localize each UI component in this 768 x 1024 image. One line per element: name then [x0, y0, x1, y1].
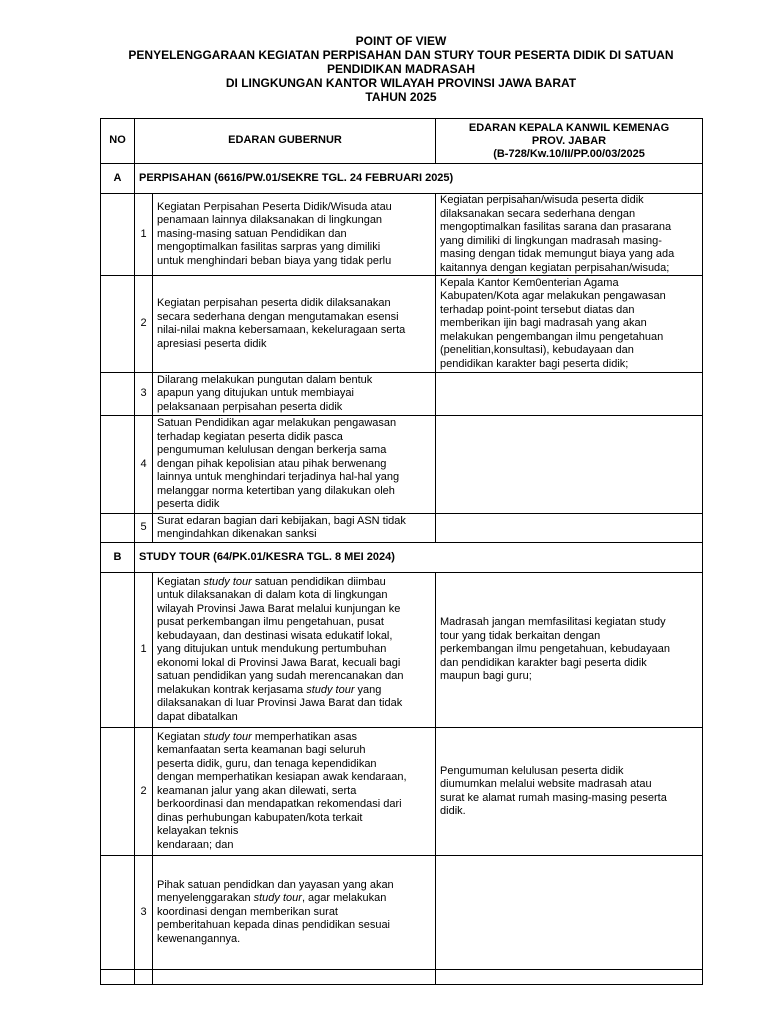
kanwil-cell — [436, 856, 703, 970]
table-row — [101, 276, 703, 373]
title-line-5: TAHUN 2025 — [365, 90, 437, 104]
row-gap-cell — [101, 856, 135, 970]
gubernur-cell-line: pusat perkembangan ilmu pengetahuan, pusat — [157, 616, 384, 629]
row-gap-cell — [101, 416, 135, 514]
gubernur-cell-line: kewenangannya. — [157, 932, 241, 945]
kanwil-cell — [436, 573, 703, 728]
gubernur-cell-line: dengan pihak kepolisian atau pihak berwenang — [157, 457, 387, 470]
gubernur-cell — [153, 373, 436, 416]
gubernur-cell-line: koordinasi dengan memberikan surat — [157, 905, 338, 918]
table-row — [101, 514, 703, 543]
gubernur-cell-line: Kegiatan perpisahan peserta didik dilaksanakan — [157, 297, 391, 309]
gubernur-cell-line: masing-masing satuan Pendidikan dan — [157, 227, 347, 240]
spacer-cell — [101, 970, 135, 985]
kanwil-cell-line: tour yang tidak berkaitan dengan — [440, 629, 601, 642]
row-gap-cell — [101, 373, 135, 416]
gubernur-cell — [153, 573, 436, 728]
header-edaran-kanwil — [436, 119, 703, 164]
row-number: 1 — [135, 194, 153, 276]
header-edaran-gubernur: EDARAN GUBERNUR — [135, 119, 436, 164]
gubernur-cell-line: secara sederhana dengan mengutamakan esensi — [157, 310, 399, 323]
title-line-1: POINT OF VIEW — [355, 34, 447, 48]
kanwil-cell-line: masing dengan tidak memungut biaya yang ada — [440, 248, 675, 260]
row-gap-cell — [101, 276, 135, 373]
table-row — [101, 728, 703, 856]
row-gap-cell — [101, 194, 135, 276]
gubernur-cell-line: dapat dibatalkan — [157, 710, 238, 723]
kanwil-cell-line: memberikan ijin bagi madrasah yang akan — [440, 317, 647, 330]
gubernur-cell-line: peserta didik — [157, 498, 220, 511]
gubernur-cell-line: melanggar norma ketertiban yang dilakukan oleh — [157, 484, 395, 497]
row-number: 3 — [135, 373, 153, 416]
section-a-title: PERPISAHAN (6616/PW.01/SEKRE TGL. 24 FEBRUARI 2025) — [135, 164, 703, 194]
table-bottom-spacer — [101, 970, 703, 985]
title-line-3: PENDIDIKAN MADRASAH — [326, 62, 475, 76]
table-header-row — [101, 119, 703, 164]
gubernur-cell-line: kemanfaatan serta keamanan bagi seluruh — [157, 744, 366, 757]
gubernur-cell-line: nilai-nilai makna kebersamaan, kekeluragaan serta — [157, 324, 406, 336]
kanwil-cell-line: melakukan pengembangan ilmu pengetahuan — [440, 330, 664, 343]
gubernur-cell-line: pelaksanaan perpisahan peserta didik — [157, 400, 343, 413]
section-a-header-row — [101, 164, 703, 194]
gubernur-cell-line: menyelenggarakan study tour, agar melakukan — [157, 892, 387, 905]
gubernur-cell — [153, 728, 436, 856]
kanwil-cell-line: didik. — [440, 805, 466, 817]
table-row — [101, 194, 703, 276]
kanwil-cell-line: terhadap point-point tersebut diatas dan — [440, 303, 635, 316]
gubernur-cell-line: kebudayaan, dan destinasi wisata edukatif lokal, — [157, 629, 393, 642]
gubernur-cell-line: ekonomi lokal di Provinsi Jawa Barat, kecuali bagi — [157, 656, 401, 669]
gubernur-cell-line: untuk menghindari beban biaya yang tidak perlu — [157, 254, 392, 267]
kanwil-cell — [436, 276, 703, 373]
kanwil-cell-line: kaitannya dengan kegiatan perpisahan/wisuda; — [440, 261, 670, 274]
gubernur-cell-line: lainnya untuk menghindari terjadinya hal-hal yang — [157, 471, 400, 484]
gubernur-cell-line: apresiasi peserta didik — [157, 337, 267, 350]
kanwil-cell-line: Pengumuman kelulusan peserta didik — [440, 764, 624, 777]
document-title — [100, 34, 702, 104]
kanwil-cell-line: dilaksanakan secara sederhana dengan — [440, 207, 636, 220]
gubernur-cell-line: Dilarang melakukan pungutan dalam bentuk — [157, 373, 373, 386]
kanwil-cell-line: pendidikan karakter bagi peserta didik; — [440, 357, 629, 370]
spacer-cell — [153, 970, 436, 985]
gubernur-cell-line: Kegiatan Perpisahan Peserta Didik/Wisuda atau — [157, 200, 392, 213]
gubernur-cell-line: mengindahkan dikenakan sanksi — [157, 528, 317, 540]
gubernur-cell-line: keamanan jalur yang akan dilewati, serta — [157, 784, 357, 797]
section-a-letter: A — [101, 164, 135, 194]
kanwil-cell — [436, 728, 703, 856]
kanwil-cell-line: mengoptimalkan fasilitas sarana dan prasarana — [440, 221, 672, 233]
header-kanwil-line-2: PROV. JABAR — [531, 134, 607, 147]
gubernur-cell — [153, 276, 436, 373]
gubernur-cell-line: Surat edaran bagian dari kebijakan, bagi ASN tidak — [157, 514, 406, 527]
gubernur-cell — [153, 514, 436, 543]
gubernur-cell-line: terhadap kegiatan peserta didik pasca — [157, 430, 343, 443]
gubernur-cell-line: Pihak satuan pendidkan dan yayasan yang akan — [157, 878, 394, 891]
kanwil-cell-line: Madrasah jangan memfasilitasi kegiatan study — [440, 616, 666, 629]
gubernur-cell-line: mengoptimalkan fasilitas sarpras yang dimiliki — [157, 241, 381, 254]
gubernur-cell-line: melakukan kontrak kerjasama study tour yang — [157, 683, 382, 696]
kanwil-cell — [436, 194, 703, 276]
row-number: 5 — [135, 514, 153, 543]
title-line-4: DI LINGKUNGAN KANTOR WILAYAH PROVINSI JAWA BARAT — [225, 76, 577, 90]
gubernur-cell-line: dengan memperhatikan kesiapan awak kendaraan, — [157, 771, 407, 784]
gubernur-cell-line: berkoordinasi dan mendapatkan rekomendasi dari — [157, 798, 402, 811]
gubernur-cell-line: apapun yang ditujukan untuk membiayai — [157, 387, 354, 400]
spacer-cell — [436, 970, 703, 985]
kanwil-cell-line: yang dimiliki di lingkungan madrasah masing- — [440, 234, 662, 247]
gubernur-cell-line: yang ditujukan untuk mendukung pertumbuhan — [157, 643, 387, 656]
row-gap-cell — [101, 728, 135, 856]
gubernur-cell — [153, 194, 436, 276]
kanwil-cell — [436, 373, 703, 416]
header-kanwil-line-3: (B-728/Kw.10/II/PP.00/03/2025 — [493, 147, 645, 160]
gubernur-cell — [153, 416, 436, 514]
kanwil-cell-line: Kepala Kantor Kem0enterian Agama — [440, 276, 619, 289]
kanwil-cell-line: surat ke alamat rumah masing-masing peserta — [440, 791, 667, 804]
kanwil-cell-line: perkembangan ilmu pengetahuan, kebudayaan — [440, 643, 670, 656]
title-line-2: PENYELENGGARAAN KEGIATAN PERPISAHAN DAN STURY TOUR PESERTA DIDIK DI SATUAN — [128, 48, 674, 62]
gubernur-cell-line: dinas perhubungan kabupaten/kota terkait — [157, 811, 363, 824]
gubernur-cell-line: dilaksanakan di luar Provinsi Jawa Barat dan tidak — [157, 697, 403, 710]
header-kanwil-line-1: EDARAN KEPALA KANWIL KEMENAG — [468, 121, 670, 134]
gubernur-cell-line: Kegiatan study tour memperhatikan asas — [157, 730, 357, 743]
row-number: 1 — [135, 573, 153, 728]
kanwil-cell-line: diumumkan melalui website madrasah atau — [440, 778, 652, 790]
gubernur-cell-line: penamaan lainnya dilaksanakan di lingkungan — [157, 214, 383, 227]
row-number: 2 — [135, 728, 153, 856]
kanwil-cell-line: Kabupaten/Kota agar melakukan pengawasan — [440, 290, 666, 303]
row-number: 4 — [135, 416, 153, 514]
gubernur-cell-line: Satuan Pendidikan agar melakukan pengawasan — [157, 417, 397, 430]
point-of-view-table — [100, 118, 703, 985]
table-row — [101, 856, 703, 970]
spacer-cell — [135, 970, 153, 985]
kanwil-cell — [436, 514, 703, 543]
kanwil-cell-line: dan pendidikan karakter bagi peserta didik — [440, 656, 647, 669]
gubernur-cell — [153, 856, 436, 970]
row-number: 2 — [135, 276, 153, 373]
kanwil-cell-line: (penelitian,konsultasi), kebudayaan dan — [440, 344, 634, 357]
gubernur-cell-line: Kegiatan study tour satuan pendidikan diimbau — [157, 575, 386, 588]
row-gap-cell — [101, 514, 135, 543]
gubernur-cell-line: wilayah Provinsi Jawa Barat melalui kunjungan ke — [157, 602, 401, 615]
gubernur-cell-line: peserta didik, guru, dan tenaga kependidikan — [157, 757, 377, 770]
section-b-letter: B — [101, 543, 135, 573]
gubernur-cell-line: untuk dilaksanakan di dalam kota di lingkungan — [157, 589, 388, 602]
table-row — [101, 416, 703, 514]
kanwil-cell-line: Kegiatan perpisahan/wisuda peserta didik — [440, 194, 644, 206]
gubernur-cell-line: pengumuman kelulusan dengan berkerja sama — [157, 444, 387, 457]
gubernur-cell-line: kendaraan; dan — [157, 838, 234, 851]
header-no: NO — [101, 119, 135, 164]
table-row — [101, 373, 703, 416]
gubernur-cell-line: kelayakan teknis — [157, 825, 239, 838]
gubernur-cell-line: pemberitahuan kepada dinas pendidikan sesuai — [157, 919, 391, 932]
gubernur-cell-line: satuan pendidikan yang sudah merencanakan dan — [157, 670, 404, 683]
kanwil-cell — [436, 416, 703, 514]
section-b-title: STUDY TOUR (64/PK.01/KESRA TGL. 8 MEI 2024) — [135, 543, 703, 573]
kanwil-cell-line: maupun bagi guru; — [440, 670, 532, 683]
row-gap-cell — [101, 573, 135, 728]
section-b-header-row — [101, 543, 703, 573]
table-row — [101, 573, 703, 728]
row-number: 3 — [135, 856, 153, 970]
